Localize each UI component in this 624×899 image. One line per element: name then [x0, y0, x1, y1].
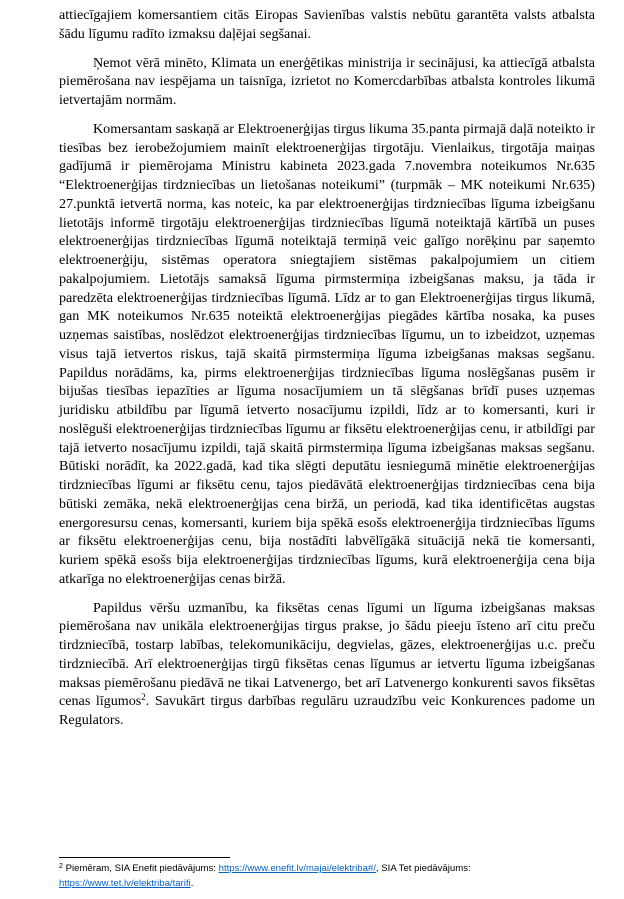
paragraph-supplier-change: Komersantam saskaņā ar Elektroenerģijas tirgus likuma 35.panta pirmajā daļā noteikto ir tiesības bez ierobežojumiem mainīt elektroenerģijas tirgotāju. Vienlaikus, tirgotāja maiņas gadījumā ir piemērojama Ministru kabineta 2023.gada 7.novembra noteikumos Nr.635 “Elektroenerģijas tirdzniecības un lietošanas noteikumi” (turpmāk – MK noteikumi Nr.635) 27.punktā ietvertā norma, kas noteic, ka par elektroenerģijas tirdzniecības līguma izbeigšanu lietotājs informē tirgotāju elektroenerģijas tirdzniecības līgumā noteiktajā kārtībā un puses elektroenerģijas tirdzniecības līgumā noteiktajā termiņā veic galīgo norēķinu par saņemto elektroenerģiju, sistēmas operatora sniegtajiem sistēmas pakalpojumiem un citiem pakalpojumiem. Lietotājs samaksā līguma pirmstermiņa izbeigšanas maksu, ja tāda ir paredzēta elektroenerģijas tirdzniecības līgumā. Līdz ar to gan Elektroenerģijas tirgus likumā, gan MK noteikumos Nr.635 noteiktā elektroenerģijas piegādes kārtība nosaka, ka puses uzņemas saistības, noslēdzot elektroenerģijas tirdzniecības līgumu, un to izbeidzot, uzņemas visus tajā ietvertos riskus, tajā skaitā pirmstermiņa līguma izbeigšanas maksas segšanu. Papildus norādāms, ka, pirms elektroenerģijas tirdzniecības līguma noslēgšanas pusēm ir bijušas tiesības iepazīties ar līguma nosacījumiem un tā slēgšanas brīdī puses uzņemas juridisku atbildību par līgumā ietverto nosacījumu izpildi, līdz ar to komersanti, kuri ir noslēguši elektroenerģijas tirdzniecības līgumu ar fiksētu elektroenerģijas cenu, ir atbildīgi par tajā ietverto nosacījumu izpildi, tajā skaitā pirmstermiņa līguma izbeigšanas maksas segšanu. Būtiski norādīt, ka 2022.gadā, kad tika slēgti deputātu iesniegumā minētie elektroenerģijas tirdzniecības līgumi ar fiksētu cenu, tajos piedāvātā elektroenerģijas tirdzniecības cena bija būtiski zemāka, nekā elektroenerģijas cena biržā, un periodā, kad tika identificētas augstas energoresursu cenas, komersanti, kuriem bija spēkā esošs elektroenerģija tirdzniecības līgums ar fiksētu elektroenerģijas cenu, bija nostādīti labvēlīgākā situācijā nekā tie komersanti, kuriem spēkā esošs bija elektroenerģijas tirdzniecības līgums, kurā elektroenerģija cena bija atkarīga no elektroenerģijas cenas biržā.	[59, 120, 595, 587]
footnote-middle: , SIA Tet piedāvājums:	[375, 863, 471, 874]
paragraph-gap	[59, 110, 595, 120]
footnote-suffix: .	[190, 877, 194, 889]
paragraph-text-after: . Savukārt tirgus darbības regulāru uzraudzību veic Konkurences padome un Regulators.	[59, 693, 595, 728]
paragraph-gap	[59, 589, 595, 599]
enefit-link[interactable]: https://www.enefit.lv/majai/elektriba#/	[218, 863, 376, 874]
footnote-prefix: Piemēram, SIA Enefit piedāvājums:	[62, 863, 219, 874]
paragraph-ministry-conclusion: Ņemot vērā minēto, Klimata un enerģētikas ministrija ir secinājusi, ka attiecīgā atbalsta piemērošana nav iespējama un taisnīga, izrietot no Komercdarbības atbalsta kontroles likumā ietvertajām normām.	[59, 54, 595, 108]
paragraph-continuation: attiecīgajiem komersantiem citās Eiropas Savienības valstis nebūtu garantēta valsts atbalsta šādu līgumu radīto izmaksu daļējai segšanai.	[59, 7, 595, 42]
paragraph-gap	[59, 44, 595, 54]
footnote	[59, 862, 595, 891]
paragraph-fixed-price-contracts	[59, 599, 595, 730]
footnote-reference[interactable]: 2	[141, 692, 146, 703]
paragraph-text: Papildus vēršu uzmanību, ka fiksētas cenas līgumi un līguma izbeigšanas maksas piemērošana nav unikāla elektroenerģijas tirgus prakse, jo šādu pieeju īsteno arī citu preču tirdzniecībā, tostarp labības, telekomunikāciju, degvielas, gāzes, elektroenerģijas u.c. preču tirdzniecībā. Arī elektroenerģijas tirgū fiksētas cenas līgumus ar ietvertu līguma izbeigšanas maksas piemērošanu piedāvā ne tikai Latvenergo, bet arī Latvenergo konkurenti savos fiksētas cenas līgumos	[59, 599, 595, 710]
document-body	[59, 6, 595, 730]
tet-link[interactable]: https://www.tet.lv/elektriba/tarifi	[59, 877, 191, 889]
footnote-number: 2	[59, 863, 63, 870]
footnote-separator	[59, 857, 230, 858]
